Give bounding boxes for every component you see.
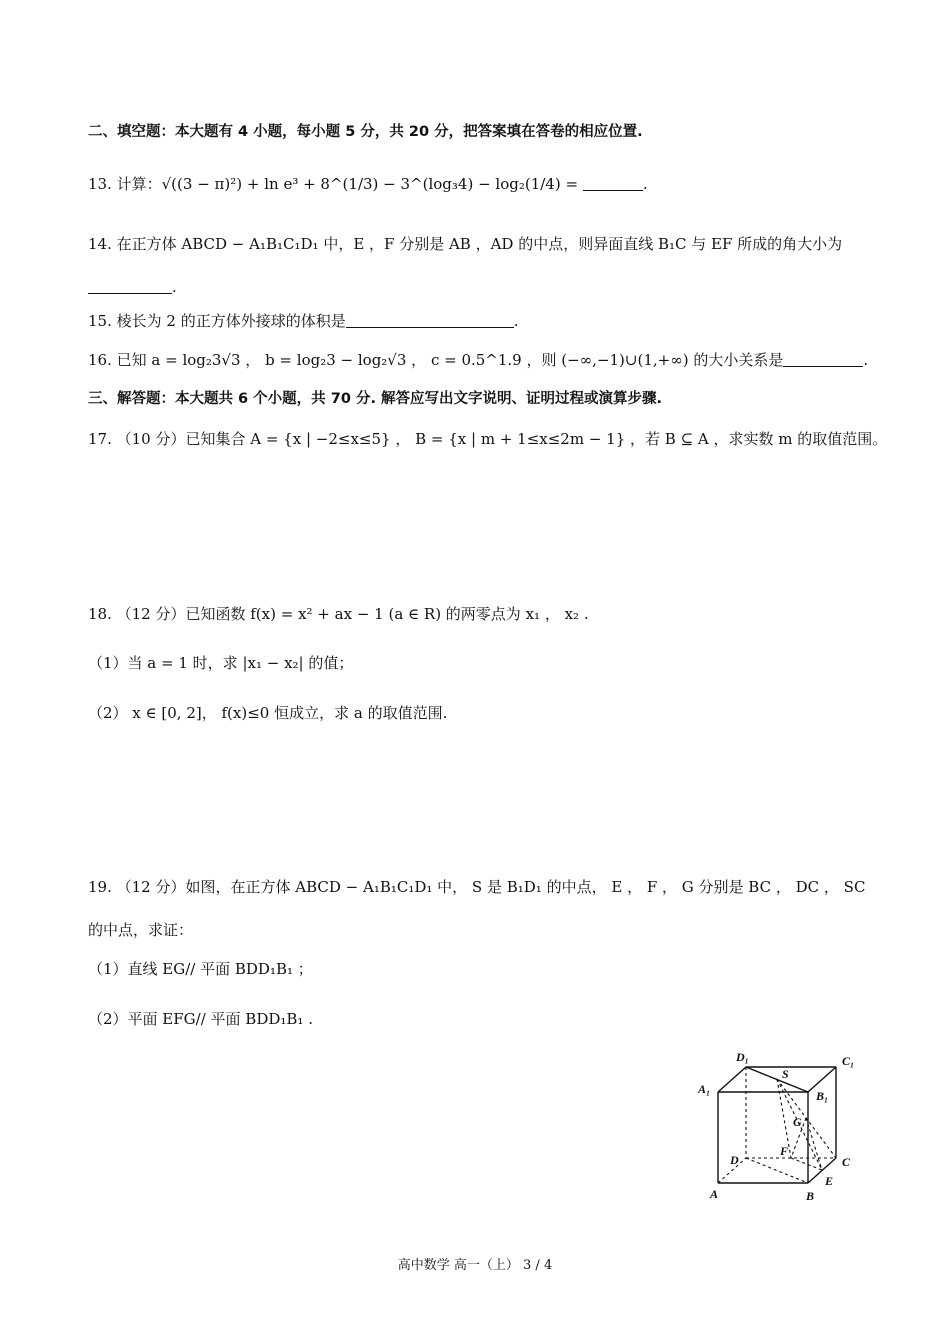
page-footer: 高中数学 高一（上） 3 / 4 (397, 1258, 553, 1273)
question-18-part2: （2） x ∈ [0, 2]， f(x)≤0 恒成立，求 a 的取值范围. (88, 704, 448, 722)
question-14 (88, 233, 842, 255)
question-18-part1: （1）当 a = 1 时，求 |x₁ − x₂| 的值； (88, 654, 354, 672)
label-B1: B₁ (816, 1089, 829, 1103)
label-A1: A₁ (698, 1082, 711, 1096)
question-16-end: . (863, 351, 869, 369)
answer-blank-15[interactable] (346, 313, 514, 328)
question-19-part1: （1）直线 EG// 平面 BDD₁B₁ ； (88, 960, 313, 978)
answer-blank-16[interactable] (783, 352, 863, 367)
question-16-text: 16. 已知 a = log₂3√3 ， b = log₂3 − log₂√3 ， c = 0.5^1.9 ，则 (−∞,−1)∪(1,+∞) 的大小关系是 (88, 351, 784, 369)
label-F: F (780, 1144, 789, 1158)
cube-figure (690, 1045, 870, 1210)
question-14-text: 14. 在正方体 ABCD − A₁B₁C₁D₁ 中，E ，F 分别是 AB ，AD 的中点，则异面直线 B₁C 与 EF 所成的角大小为 (88, 235, 843, 253)
answer-blank-14[interactable] (88, 279, 172, 294)
question-19-line1: 19. （12 分）如图，在正方体 ABCD − A₁B₁C₁D₁ 中， S 是 B₁D₁ 的中点， E ， F ， G 分别是 BC ， DC ， SC (88, 878, 866, 896)
label-C: C (842, 1155, 851, 1169)
label-E: E (825, 1174, 834, 1188)
question-19-line2: 的中点，求证： (88, 921, 194, 939)
question-15-text: 15. 棱长为 2 的正方体外接球的体积是 (88, 312, 346, 330)
section2-heading: 二、填空题：本大题有 4 小题，每小题 5 分，共 20 分，把答案填在答卷的相应位置. (88, 124, 643, 140)
section3-heading: 三、解答题：本大题共 6 个小题，共 70 分. 解答应写出文字说明、证明过程或演算步骤. (88, 391, 663, 407)
question-13-text: 13. 计算：√((3 − π)²) + ln e³ + 8^(1/3) − 3^(log₃4) − log₂(1/4) = (88, 175, 579, 193)
question-17: 17. （10 分）已知集合 A = {x | −2≤x≤5} ， B = {x | m + 1≤x≤2m − 1} ，若 B ⊆ A ，求实数 m 的取值范围。 (88, 430, 888, 448)
label-S: S (782, 1067, 789, 1081)
question-14-end: . (172, 278, 177, 296)
question-14-answer (88, 276, 177, 298)
question-13-end: . (642, 175, 648, 193)
label-B: B (806, 1189, 815, 1203)
question-19-part2: （2）平面 EFG// 平面 BDD₁B₁ . (88, 1010, 313, 1028)
question-15 (88, 310, 519, 332)
label-A: A (710, 1187, 719, 1201)
answer-blank-13[interactable] (583, 176, 643, 191)
edge-A1D1 (718, 1067, 746, 1092)
question-13 (88, 173, 648, 195)
label-C1: C₁ (842, 1054, 855, 1068)
segment-DB (746, 1158, 808, 1183)
question-16 (88, 349, 868, 371)
question-18-stem: 18. （12 分）已知函数 f(x) = x² + ax − 1 (a ∈ R) 的两零点为 x₁ ， x₂ . (88, 605, 589, 623)
question-15-end: . (513, 312, 519, 330)
label-G: G (793, 1115, 802, 1129)
label-D: D (730, 1153, 739, 1167)
label-D1: D₁ (736, 1050, 749, 1064)
